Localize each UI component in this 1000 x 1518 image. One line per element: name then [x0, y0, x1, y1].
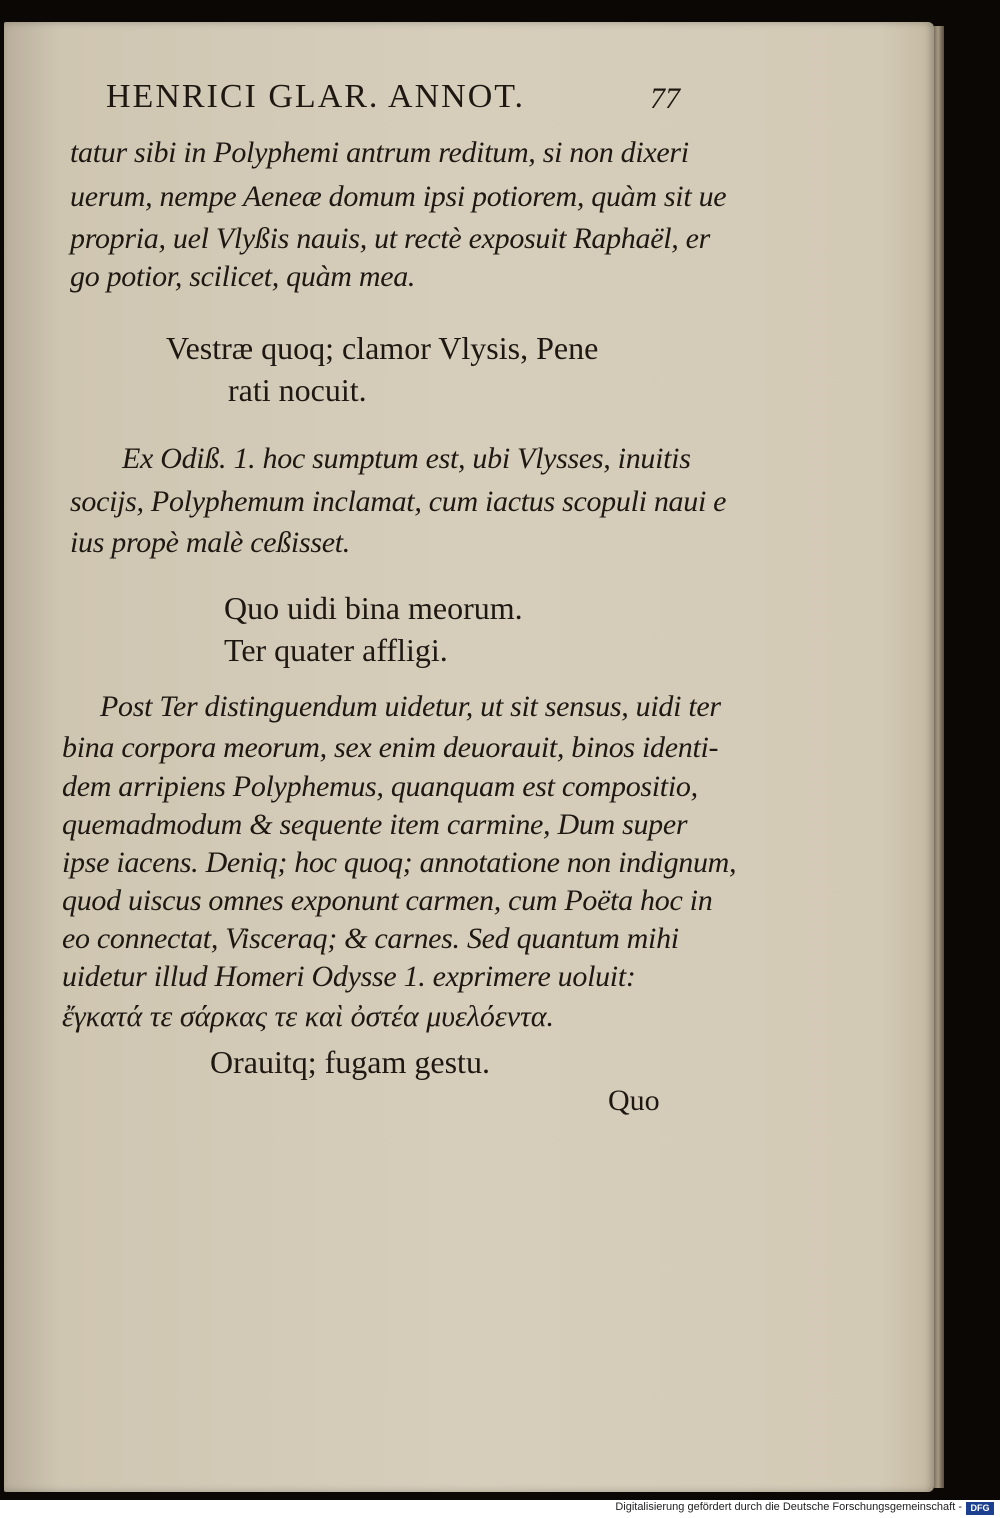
running-head: HENRICI GLAR. ANNOT. — [106, 78, 526, 115]
text-line: quod uiscus omnes exponunt carmen, cum Poëta hoc in — [62, 884, 713, 917]
dfg-logo: DFG — [966, 1502, 994, 1515]
lemma-line: Ter quater affligi. — [224, 632, 448, 668]
text-line: uerum, nempe Aeneæ domum ipsi potiorem, quàm sit ue — [70, 180, 727, 213]
text-line: Ex Odiß. 1. hoc sumptum est, ubi Vlysses, inuitis — [122, 442, 691, 475]
text-line: Post Ter distinguendum uidetur, ut sit sensus, uidi ter — [100, 690, 721, 723]
text-line: dem arripiens Polyphemus, quanquam est compositio, — [62, 770, 698, 803]
greek-quotation: ἔγκατά τε σάρκας τε καὶ ὀστέα μυελόεντα. — [62, 1000, 554, 1033]
text-line: eo connectat, Visceraq; & carnes. Sed quantum mihi — [62, 922, 679, 955]
text-line: go potior, scilicet, quàm mea. — [70, 260, 416, 293]
text-line: propria, uel Vlyßis nauis, ut rectè exposuit Raphaël, er — [70, 222, 711, 255]
text-line: ius propè malè ceßisset. — [70, 526, 350, 559]
text-line: socijs, Polyphemum inclamat, cum iactus scopuli naui e — [70, 485, 727, 518]
lemma-line: Orauitq; fugam gestu. — [210, 1044, 490, 1080]
folio-number: 77 — [650, 82, 680, 115]
funding-credit: Digitalisierung gefördert durch die Deutsche Forschungsgemeinschaft - — [615, 1501, 962, 1513]
lemma-line: rati nocuit. — [228, 372, 367, 408]
lemma-line: Vestræ quoq; clamor Vlysis, Pene — [166, 330, 599, 366]
lemma-line: Quo uidi bina meorum. — [224, 590, 523, 626]
catchword: Quo — [608, 1084, 660, 1117]
digitization-footer — [0, 1500, 1000, 1518]
text-line: ipse iacens. Deniq; hoc quoq; annotatione non indignum, — [62, 846, 737, 879]
text-line: bina corpora meorum, sex enim deuorauit, binos identi- — [62, 731, 719, 764]
text-line: uidetur illud Homeri Odysse 1. exprimere uoluit: — [62, 960, 636, 993]
page-edge — [934, 26, 944, 1488]
text-line: quemadmodum & sequente item carmine, Dum super — [62, 808, 688, 841]
text-line: tatur sibi in Polyphemi antrum reditum, si non dixeri — [70, 136, 689, 169]
